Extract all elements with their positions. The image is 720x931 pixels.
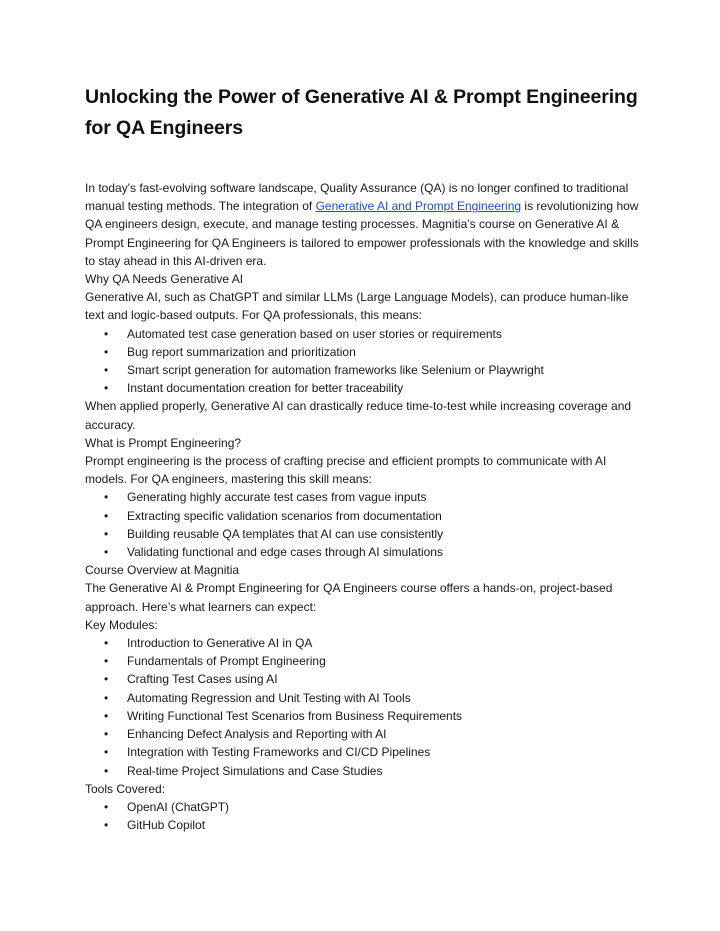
list-item: • Building reusable QA templates that AI can use consistently	[85, 525, 645, 543]
tools-heading: Tools Covered:	[85, 781, 166, 796]
why-list	[85, 325, 645, 398]
document-body	[85, 179, 645, 834]
list-item: • Introduction to Generative AI in QA	[85, 634, 645, 652]
list-item: • Generating highly accurate test cases from vague inputs	[85, 488, 645, 506]
list-item: • Fundamentals of Prompt Engineering	[85, 652, 645, 670]
prompt-heading: What is Prompt Engineering?	[85, 435, 242, 450]
list-item: • Enhancing Defect Analysis and Reporting with AI	[85, 725, 645, 743]
course-heading: Course Overview at Magnitia	[85, 563, 240, 578]
generative-ai-link[interactable]: Generative AI and Prompt Engineering	[315, 199, 522, 214]
list-item: • Smart script generation for automation frameworks like Selenium or Playwright	[85, 361, 645, 379]
intro-paragraph	[85, 179, 645, 270]
list-item: • Bug report summarization and prioritization	[85, 343, 645, 361]
list-item: • Validating functional and edge cases through AI simulations	[85, 543, 645, 561]
tools-list	[85, 798, 645, 834]
why-after-paragraph: When applied properly, Generative AI can drastically reduce time-to-test while increasing coverage and accuracy.	[85, 399, 632, 432]
list-item: • Automating Regression and Unit Testing with AI Tools	[85, 689, 645, 707]
list-item: • Real-time Project Simulations and Case Studies	[85, 762, 645, 780]
why-heading: Why QA Needs Generative AI	[85, 272, 244, 287]
intro-text-before: In today's fast-evolving software landscape, Quality Assurance (QA) is no longer confined to traditional manual testing methods. The integration of	[85, 181, 629, 214]
list-item: • Crafting Test Cases using AI	[85, 670, 645, 688]
why-paragraph: Generative AI, such as ChatGPT and similar LLMs (Large Language Models), can produce human-like text and logic-based outputs. For QA professionals, this means:	[85, 290, 629, 323]
prompt-list	[85, 488, 645, 561]
intro-text-after: is revolutionizing how QA engineers design, execute, and manage testing processes. Magnitia’s course on Generative AI & Prompt Engineering for QA Engineers is tailored to empower professionals with the knowledge and skills to stay ahead in this AI-driven era.	[85, 199, 639, 268]
list-item: • Integration with Testing Frameworks and CI/CD Pipelines	[85, 743, 645, 761]
course-paragraph: The Generative AI & Prompt Engineering for QA Engineers course offers a hands-on, project-based approach. Here’s what learners can expect:	[85, 581, 613, 614]
prompt-paragraph: Prompt engineering is the process of crafting precise and efficient prompts to communicate with AI models. For QA engineers, mastering this skill means:	[85, 454, 607, 487]
list-item: • OpenAI (ChatGPT)	[85, 798, 645, 816]
modules-list	[85, 634, 645, 780]
list-item: • Extracting specific validation scenarios from documentation	[85, 507, 645, 525]
modules-heading: Key Modules:	[85, 617, 158, 632]
list-item: • Instant documentation creation for better traceability	[85, 379, 645, 397]
list-item: • Writing Functional Test Scenarios from Business Requirements	[85, 707, 645, 725]
list-item: • Automated test case generation based on user stories or requirements	[85, 325, 645, 343]
page-title: Unlocking the Power of Generative AI & Prompt Engineering for QA Engineers	[85, 86, 638, 139]
list-item: • GitHub Copilot	[85, 816, 645, 834]
